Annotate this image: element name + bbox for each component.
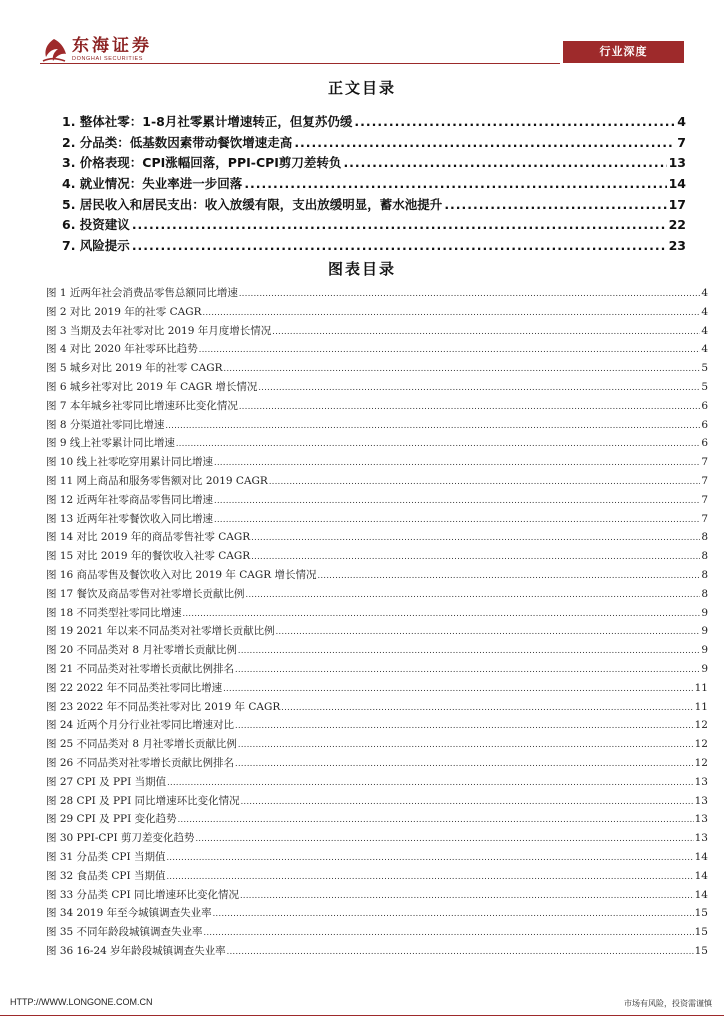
figure-entry-title: 图 10 线上社零吃穿用累计同比增速: [46, 456, 214, 469]
figure-entry[interactable]: [46, 623, 708, 642]
toc-entry[interactable]: [62, 133, 686, 154]
footer-risk-note: 市场有风险，投资需谨慎: [624, 999, 712, 1008]
toc-entry-page: 4: [677, 114, 686, 129]
leader-dots: [166, 853, 693, 862]
leader-dots: [238, 646, 700, 655]
figure-entry-title: 图 15 对比 2019 年的餐饮收入社零 CAGR: [46, 550, 251, 563]
leader-dots: [244, 176, 666, 191]
figure-entry-title: 图 31 分品类 CPI 当期值: [46, 850, 166, 863]
figure-entry-title: 图 21 不同品类对社零增长贡献比例排名: [46, 662, 235, 675]
figure-entry[interactable]: [46, 849, 708, 868]
leader-dots: [214, 458, 700, 467]
figure-entry-title: 图 34 2019 年至今城镇调查失业率: [46, 907, 212, 920]
figure-entry-page: 4: [701, 305, 708, 318]
figure-entry[interactable]: [46, 774, 708, 793]
figure-entry-page: 15: [694, 907, 708, 920]
leader-dots: [251, 533, 700, 542]
leader-dots: [444, 197, 666, 212]
figure-entry-title: 图 6 城乡社零对比 2019 年 CAGR 增长情况: [46, 380, 258, 393]
leader-dots: [272, 327, 700, 336]
logo-english-text: DONGHAI SECURITIES: [72, 56, 144, 62]
figure-list-heading: 图表目录: [327, 260, 396, 278]
figure-entry-page: 8: [701, 568, 708, 581]
figure-entry-title: 图 8 分渠道社零同比增速: [46, 418, 165, 431]
leader-dots: [203, 308, 701, 317]
figure-entry[interactable]: [46, 793, 708, 812]
figure-entry-title: 图 19 2021 年以来不同品类对社零增长贡献比例: [46, 625, 275, 638]
figure-entry-page: 7: [701, 493, 708, 506]
figure-entry-title: 图 24 近两个月分行业社零同比增速对比: [46, 719, 235, 732]
leader-dots: [227, 947, 694, 956]
figure-entry-page: 4: [701, 343, 708, 356]
figure-entry-page: 9: [701, 625, 708, 638]
figure-entry-page: 6: [701, 399, 708, 412]
figure-entry-page: 14: [694, 869, 708, 882]
leader-dots: [240, 891, 694, 900]
figure-entry[interactable]: [46, 473, 708, 492]
toc-entry[interactable]: [62, 215, 686, 236]
figure-entry-page: 6: [701, 437, 708, 450]
footer-divider: [0, 1015, 724, 1016]
figure-entry-title: 图 25 不同品类对 8 月社零增长贡献比例: [46, 738, 237, 751]
leader-dots: [276, 627, 701, 636]
footer-url[interactable]: HTTP://WWW.LONGONE.COM.CN: [10, 997, 153, 1007]
figure-entry-page: 13: [694, 775, 708, 788]
page-header: [0, 0, 724, 70]
toc-entry-title: 5. 居民收入和居民支出：收入放缓有限，支出放缓明显，蓄水池提升: [62, 196, 443, 212]
figure-entry-title: 图 23 2022 年不同品类社零对比 2019 年 CAGR: [46, 700, 281, 713]
leader-dots: [214, 515, 700, 524]
leader-dots: [269, 477, 700, 486]
figure-entry[interactable]: [46, 680, 708, 699]
toc-entry-page: 23: [668, 238, 686, 254]
figure-entry-page: 9: [701, 644, 708, 657]
figure-entry-page: 7: [701, 456, 708, 469]
leader-dots: [258, 383, 700, 392]
figure-entry-page: 9: [701, 662, 708, 675]
toc-entry-title: 3. 价格表现：CPI涨幅回落，PPI-CPI剪刀差转负: [62, 155, 342, 171]
figure-entry[interactable]: [46, 830, 708, 849]
figure-entry-page: 13: [694, 794, 708, 807]
leader-dots: [132, 217, 667, 232]
leader-dots: [294, 135, 675, 150]
leader-dots: [178, 815, 694, 824]
figure-entry[interactable]: [46, 905, 708, 924]
logo-mark-icon: [40, 37, 68, 63]
leader-dots: [195, 834, 693, 843]
leader-dots: [239, 289, 700, 298]
figure-entry[interactable]: [46, 492, 708, 511]
main-toc: [62, 112, 686, 257]
toc-entry[interactable]: [62, 112, 686, 133]
figure-entry[interactable]: [46, 642, 708, 661]
figure-entry-page: 14: [694, 888, 708, 901]
figure-entry-title: 图 1 近两年社会消费品零售总额同比增速: [46, 287, 238, 299]
leader-dots: [166, 872, 693, 881]
figure-entry-page: 5: [701, 362, 708, 375]
figure-entry-title: 图 17 餐饮及商品零售对社零增长贡献比例: [46, 587, 245, 600]
figure-entry-page: 7: [701, 474, 708, 487]
figure-entry-title: 图 18 不同类型社零同比增速: [46, 606, 182, 619]
figure-entry-title: 图 36 16-24 岁年龄段城镇调查失业率: [46, 944, 226, 957]
figure-entry-title: 图 14 对比 2019 年的商品零售社零 CAGR: [46, 531, 251, 544]
figure-entry-page: 12: [694, 738, 708, 751]
figure-entry-title: 图 13 近两年社零餐饮收入同比增速: [46, 512, 214, 525]
leader-dots: [224, 364, 701, 373]
leader-dots: [183, 609, 701, 618]
toc-entry[interactable]: [62, 174, 686, 195]
figure-entry[interactable]: [46, 699, 708, 718]
figure-entry-title: 图 28 CPI 及 PPI 同比增速环比变化情况: [46, 794, 240, 807]
leader-dots: [204, 928, 694, 937]
toc-entry-title: 2. 分品类：低基数因素带动餐饮增速走高: [62, 134, 293, 150]
toc-heading: 正文目录: [327, 79, 396, 97]
report-type-badge: 行业深度: [563, 41, 684, 63]
figure-entry[interactable]: [46, 323, 708, 342]
figure-entry[interactable]: [46, 435, 708, 454]
leader-dots: [165, 421, 700, 430]
logo-chinese-text: 东海证券: [72, 36, 152, 56]
figure-entry[interactable]: [46, 454, 708, 473]
company-logo: [40, 37, 180, 65]
toc-entry-page: 13: [668, 155, 686, 171]
leader-dots: [241, 797, 694, 806]
figure-entry[interactable]: [46, 717, 708, 736]
figure-entry-page: 13: [694, 813, 708, 826]
figure-entry[interactable]: [46, 924, 708, 943]
figure-entry-page: 4: [701, 324, 708, 337]
leader-dots: [235, 759, 694, 768]
figure-entry-title: 图 7 本年城乡社零同比增速环比变化情况: [46, 399, 238, 412]
figure-entry-title: 图 3 当期及去年社零对比 2019 年月度增长情况: [46, 324, 272, 337]
figure-entry-title: 图 20 不同品类对 8 月社零增长贡献比例: [46, 644, 237, 657]
figure-entry[interactable]: [46, 887, 708, 906]
figure-entry-title: 图 29 CPI 及 PPI 变化趋势: [46, 813, 177, 826]
figure-entry-page: 15: [694, 926, 708, 939]
toc-entry-title: 4. 就业情况：失业率进一步回落: [62, 176, 243, 192]
leader-dots: [235, 665, 700, 674]
figure-entry-page: 9: [701, 606, 708, 619]
toc-entry[interactable]: [62, 236, 686, 257]
figure-entry-page: 5: [701, 380, 708, 393]
figure-entry-title: 图 35 不同年龄段城镇调查失业率: [46, 926, 203, 939]
figure-entry-title: 图 12 近两年社零商品零售同比增速: [46, 493, 214, 506]
leader-dots: [167, 778, 694, 787]
figure-entry[interactable]: [46, 341, 708, 360]
toc-entry-page: 22: [668, 217, 686, 233]
leader-dots: [239, 402, 700, 411]
toc-entry[interactable]: [62, 195, 686, 216]
toc-entry-page: 17: [668, 196, 686, 212]
figure-entry[interactable]: [46, 605, 708, 624]
figure-entry-title: 图 26 不同品类对社零增长贡献比例排名: [46, 756, 235, 769]
figure-entry[interactable]: [46, 755, 708, 774]
figure-entry[interactable]: [46, 285, 708, 304]
figure-entry[interactable]: [46, 398, 708, 417]
figure-entry[interactable]: [46, 868, 708, 887]
figure-entry-page: 14: [694, 850, 708, 863]
leader-dots: [214, 496, 700, 505]
figure-entry[interactable]: [46, 811, 708, 830]
toc-entry-page: 7: [677, 134, 686, 150]
figure-entry[interactable]: [46, 379, 708, 398]
figure-entry[interactable]: [46, 304, 708, 323]
header-divider: [40, 63, 560, 64]
figure-entry-title: 图 5 城乡对比 2019 年的社零 CAGR: [46, 362, 223, 375]
toc-entry-title: 7. 风险提示: [62, 238, 130, 254]
figure-entry-title: 图 33 分品类 CPI 同比增速环比变化情况: [46, 888, 239, 901]
leader-dots: [318, 571, 701, 580]
leader-dots: [199, 345, 701, 354]
leader-dots: [132, 238, 667, 253]
leader-dots: [251, 552, 700, 561]
figure-entry-title: 图 2 对比 2019 年的社零 CAGR: [46, 305, 202, 318]
figure-entry-page: 7: [701, 512, 708, 525]
leader-dots: [223, 684, 694, 693]
figure-entry[interactable]: [46, 548, 708, 567]
figure-entry-title: 图 16 商品零售及餐饮收入对比 2019 年 CAGR 增长情况: [46, 568, 317, 581]
figure-entry-title: 图 27 CPI 及 PPI 当期值: [46, 775, 167, 788]
toc-entry-page: 14: [668, 176, 686, 192]
figure-entry-page: 4: [701, 287, 708, 299]
figure-entry[interactable]: [46, 567, 708, 586]
leader-dots: [343, 155, 666, 170]
figure-entry-page: 11: [694, 700, 708, 713]
figure-entry-title: 图 30 PPI-CPI 剪刀差变化趋势: [46, 832, 195, 845]
leader-dots: [246, 590, 701, 599]
figure-entry-page: 12: [694, 756, 708, 769]
toc-entry-title: 6. 投资建议: [62, 217, 130, 233]
leader-dots: [354, 114, 675, 129]
figure-list: [46, 285, 708, 962]
leader-dots: [235, 721, 694, 730]
figure-entry[interactable]: [46, 661, 708, 680]
toc-entry-title: 1. 整体社零：1-8月社零累计增速转正，但复苏仍缓: [62, 114, 353, 129]
figure-entry[interactable]: [46, 736, 708, 755]
figure-entry[interactable]: [46, 360, 708, 379]
leader-dots: [213, 909, 694, 918]
figure-entry-title: 图 22 2022 年不同品类社零同比增速: [46, 681, 223, 694]
figure-entry[interactable]: [46, 943, 708, 962]
figure-entry-title: 图 9 线上社零累计同比增速: [46, 437, 175, 450]
figure-entry-page: 8: [701, 531, 708, 544]
figure-entry-page: 6: [701, 418, 708, 431]
figure-entry-page: 15: [694, 944, 708, 957]
figure-entry-page: 11: [694, 681, 708, 694]
figure-entry-page: 13: [694, 832, 708, 845]
leader-dots: [281, 703, 693, 712]
figure-entry-title: 图 32 食品类 CPI 当期值: [46, 869, 166, 882]
figure-entry-page: 8: [701, 587, 708, 600]
figure-entry-title: 图 11 网上商品和服务零售额对比 2019 CAGR: [46, 474, 268, 487]
figure-entry[interactable]: [46, 417, 708, 436]
figure-entry[interactable]: [46, 586, 708, 605]
toc-entry[interactable]: [62, 153, 686, 174]
figure-entry-title: 图 4 对比 2020 年社零环比趋势: [46, 343, 198, 356]
figure-entry-page: 8: [701, 550, 708, 563]
figure-entry[interactable]: [46, 529, 708, 548]
leader-dots: [176, 439, 700, 448]
leader-dots: [238, 740, 694, 749]
figure-entry[interactable]: [46, 511, 708, 530]
figure-entry-page: 12: [694, 719, 708, 732]
